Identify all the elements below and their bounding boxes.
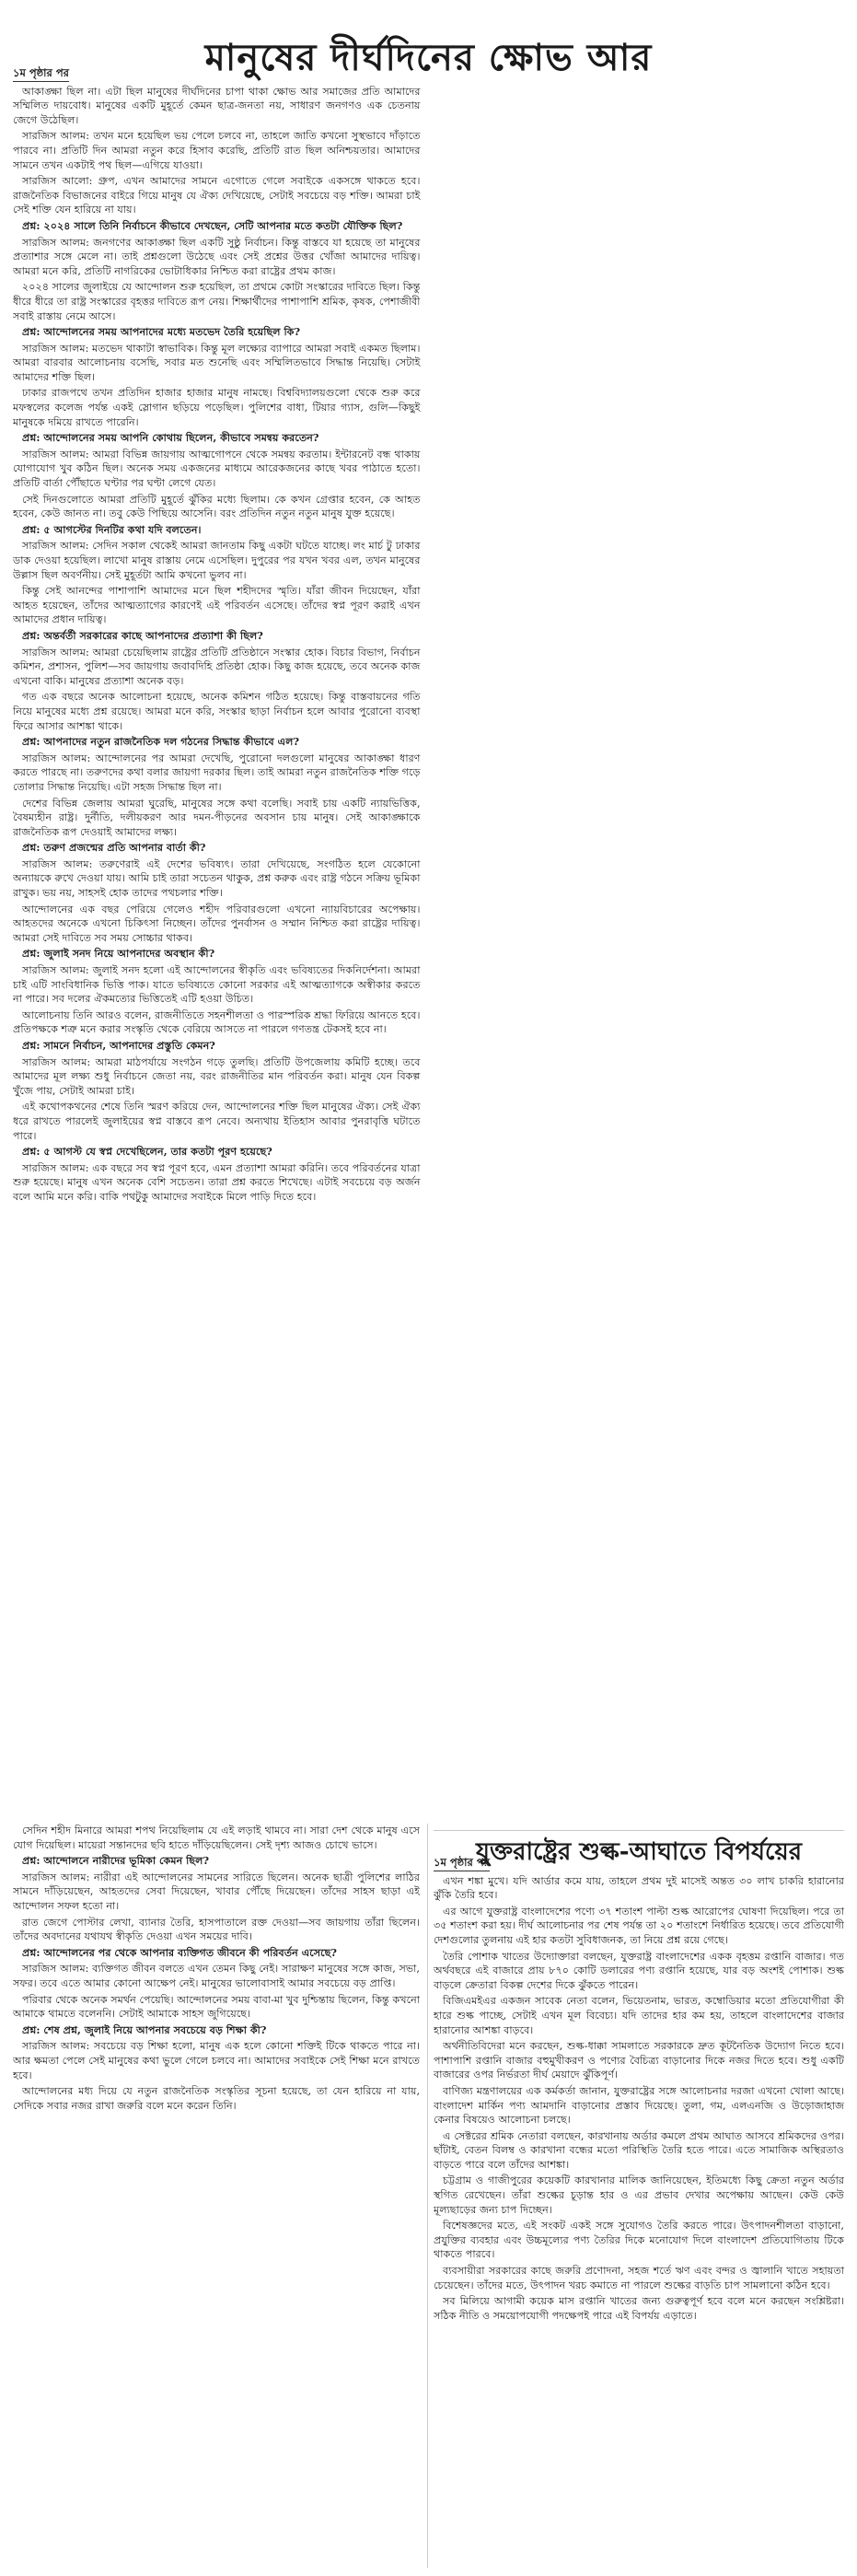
interview-question: প্রশ্ন: ৫ আগস্ট যে স্বপ্ন দেখেছিলেন, তার কতটা পূরণ হয়েছে? xyxy=(22,1145,272,1159)
jump-label-bottom: ১ম পৃষ্ঠার পর xyxy=(434,1856,490,1871)
interview-question: প্রশ্ন: তরুণ প্রজন্মের প্রতি আপনার বার্তা কী? xyxy=(22,841,206,855)
article-paragraph: ২০২৪ সালের জুলাইয়ে যে আন্দোলন শুরু হয়েছিল, তা প্রথমে কোটা সংস্কারের দাবিতে ছিল। কিন্তু ধীরে ধীরে তা রাষ্ট্র সংস্কারের বৃহত্তর দাবিতে রূপ নেয়। শিক্ষার্থীদের পাশাপাশি শ্রমিক, কৃষক, পেশাজীবী সবাই রাস্তায় নেমে আসে। xyxy=(13,281,421,322)
article-paragraph: সারজিস আলম: জনগণের আকাঙ্ক্ষা ছিল একটি সুষ্ঠু নির্বাচন। কিন্তু বাস্তবে যা হয়েছে তা মানুষের প্রত্যাশার সঙ্গে মেলে না। তাই প্রশ্নগুলো উঠেছে এবং সেই প্রশ্নের উত্তর খোঁজা আমাদের দায়িত্ব। আমরা মনে করি, প্রতিটি নাগরিকের ভোটাধিকার নিশ্চিত করা রাষ্ট্রের প্রথম কাজ। xyxy=(13,236,421,277)
article-paragraph: সারজিস আলম: আন্দোলনের পর আমরা দেখেছি, পুরোনো দলগুলো মানুষের আকাঙ্ক্ষা ধারণ করতে পারছে না। তরুণদের কথা বলার জায়গা দরকার ছিল। তাই আমরা নতুন রাজনৈতিক শক্তি গড়ে তোলার সিদ্ধান্ত নিয়েছি। এটা সহজ সিদ্ধান্ত ছিল না। xyxy=(13,752,421,793)
article-paragraph: সব মিলিয়ে আগামী কয়েক মাস রপ্তানি খাতের জন্য গুরুত্বপূর্ণ হবে বলে মনে করছেন সংশ্লিষ্টরা। সঠিক নীতি ও সময়োপযোগী পদক্ষেপই পারে এই বিপর্যয় এড়াতে। xyxy=(434,2295,844,2322)
interview-question: প্রশ্ন: আন্দোলনের সময় আপনাদের মধ্যে মতভেদ তৈরি হয়েছিল কি? xyxy=(22,325,301,339)
article-paragraph: সারজিস আলম: তরুণেরাই এই দেশের ভবিষ্যৎ। তারা দেখিয়েছে, সংগঠিত হলে যেকোনো অন্যায়কে রুখে দেওয়া যায়। আমি চাই তারা সচেতন থাকুক, প্রশ্ন করুক এবং রাষ্ট্র গঠনে সক্রিয় ভূমিকা রাখুক। ভয় নয়, সাহসই হোক তাদের পথচলার শক্তি। xyxy=(13,857,421,900)
article-paragraph: সেই দিনগুলোতে আমরা প্রতিটি মুহূর্তে ঝুঁকির মধ্যে ছিলাম। কে কখন গ্রেপ্তার হবেন, কে আহত হবেন, কেউ জানত না। তবু কেউ পিছিয়ে আসেনি। বরং প্রতিদিন নতুন নতুন মানুষ যুক্ত হয়েছে। xyxy=(13,493,421,520)
article-paragraph: আকাঙ্ক্ষা ছিল না। এটা ছিল মানুষের দীর্ঘদিনের চাপা থাকা ক্ষোভ আর সমাজের প্রতি আমাদের সম্মিলিত দায়বোধ। মানুষের একটি মুহূর্তে কেমন ছাত্র-জনতা নয়, সাধারণ জনগণও এক চেতনায় জেগে উঠেছিল। xyxy=(13,85,421,126)
interview-question: প্রশ্ন: আপনাদের নতুন রাজনৈতিক দল গঠনের সিদ্ধান্ত কীভাবে এল? xyxy=(22,735,300,749)
jump-label: ১ম পৃষ্ঠার পর xyxy=(13,66,69,82)
interview-question: প্রশ্ন: আন্দোলনের সময় আপনি কোথায় ছিলেন, কীভাবে সমন্বয় করতেন? xyxy=(22,431,319,445)
interview-continuation xyxy=(13,1824,420,2568)
article-paragraph: এর আগে যুক্তরাষ্ট্র বাংলাদেশের পণ্যে ৩৭ শতাংশ পাল্টা শুল্ক আরোপের ঘোষণা দিয়েছিল। পরে তা ৩৫ শতাংশ করা হয়। দীর্ঘ আলোচনার পর শেষ পর্যন্ত তা ২০ শতাংশে নির্ধারিত হয়েছে। তবে প্রতিযোগী দেশগুলোর তুলনায় এই হার কতটা সুবিধাজনক, তা নিয়ে প্রশ্ন রয়ে গেছে। xyxy=(434,1905,844,1946)
interview-question: প্রশ্ন: আন্দোলনের পর থেকে আপনার ব্যক্তিগত জীবনে কী পরিবর্তন এসেছে? xyxy=(22,1945,337,1959)
article-paragraph: অর্থনীতিবিদেরা মনে করছেন, শুল্ক-ধাক্কা সামলাতে সরকারকে দ্রুত কূটনৈতিক উদ্যোগ নিতে হবে। পাশাপাশি রপ্তানি বাজার বহুমুখীকরণ ও পণ্যের বৈচিত্র্য বাড়ানোর দিকে নজর দিতে হবে। শুধু একটি বাজারের ওপর নির্ভরতা দীর্ঘ মেয়াদে ঝুঁকিপূর্ণ। xyxy=(434,2040,844,2081)
interview-question: প্রশ্ন: অন্তর্বর্তী সরকারের কাছে আপনাদের প্রত্যাশা কী ছিল? xyxy=(22,628,263,642)
article-paragraph: গত এক বছরে অনেক আলোচনা হয়েছে, অনেক কমিশন গঠিত হয়েছে। কিন্তু বাস্তবায়নের গতি নিয়ে মানুষের মধ্যে প্রশ্ন রয়েছে। আমরা মনে করি, সংস্কার ছাড়া নির্বাচন হলে আবার পুরোনো ব্যবস্থা ফিরে আসার আশঙ্কা থাকে। xyxy=(13,691,421,732)
article-paragraph: সারজিস আলম: এক বছরে সব স্বপ্ন পূরণ হবে, এমন প্রত্যাশা আমরা করিনি। তবে পরিবর্তনের যাত্রা শুরু হয়েছে। মানুষ এখন অনেক বেশি সচেতন। তারা প্রশ্ন করতে শিখেছে। এটাই সবচেয়ে বড় অর্জন বলে আমি মনে করি। বাকি পথটুকু আমাদের সবাইকে মিলে পাড়ি দিতে হবে। xyxy=(13,1161,421,1203)
article-paragraph: সারজিস আলম: আমরা চেয়েছিলাম রাষ্ট্রের প্রতিটি প্রতিষ্ঠানে সংস্কার হোক। বিচার বিভাগ, নির্বাচন কমিশন, প্রশাসন, পুলিশ—সব জায়গায় জবাবদিহি প্রতিষ্ঠা হোক। কিছু কাজ হয়েছে, তবে অনেক কাজ এখনো বাকি। মানুষের প্রত্যাশা অনেক বড়। xyxy=(13,646,421,687)
article-paragraph: ঢাকার রাজপথে তখন প্রতিদিন হাজার হাজার মানুষ নামছে। বিশ্ববিদ্যালয়গুলো থেকে শুরু করে মফস্বলের কলেজ পর্যন্ত একই স্লোগান ছড়িয়ে পড়েছিল। পুলিশের বাধা, টিয়ার গ্যাস, গুলি—কিছুই মানুষকে দমিয়ে রাখতে পারেনি। xyxy=(13,387,421,428)
article-paragraph: বিজিএমইএর একজন সাবেক নেতা বলেন, ভিয়েতনাম, ভারত, কম্বোডিয়ার মতো প্রতিযোগীরা কী হারে শুল্ক পাচ্ছে, সেটাই এখন মূল বিবেচ্য। যদি তাদের হার কম হয়, তাহলে বাংলাদেশের বাজার হারানোর আশঙ্কা বাড়বে। xyxy=(434,1995,844,2036)
article-paragraph: চট্টগ্রাম ও গাজীপুরের কয়েকটি কারখানার মালিক জানিয়েছেন, ইতিমধ্যে কিছু ক্রেতা নতুন অর্ডার স্থগিত রেখেছেন। তাঁরা শুল্কের চূড়ান্ত হার ও এর প্রভাব দেখার অপেক্ষায় আছেন। কেউ কেউ মূল্যছাড়ের জন্য চাপ দিচ্ছেন। xyxy=(434,2174,844,2216)
article-paragraph: আলোচনায় তিনি আরও বলেন, রাজনীতিতে সহনশীলতা ও পারস্পরিক শ্রদ্ধা ফিরিয়ে আনতে হবে। প্রতিপক্ষকে শত্রু মনে করার সংস্কৃতি থেকে বেরিয়ে আসতে না পারলে গণতন্ত্র টেকসই হবে না। xyxy=(13,1008,421,1036)
article-paragraph: সেদিন শহীদ মিনারে আমরা শপথ নিয়েছিলাম যে এই লড়াই থামবে না। সারা দেশ থেকে মানুষ এসে যোগ দিয়েছিল। মায়েরা সন্তানদের ছবি হাতে দাঁড়িয়েছিলেন। সেই দৃশ্য আজও চোখে ভাসে। xyxy=(13,1824,420,1851)
article-paragraph: এই কথোপকথনের শেষে তিনি স্মরণ করিয়ে দেন, আন্দোলনের শক্তি ছিল মানুষের ঐক্য। সেই ঐক্য ধরে রাখতে পারলেই জুলাইয়ের স্বপ্ন বাস্তবে রূপ নেবে। অন্যথায় ইতিহাস আবার পুনরাবৃত্তি ঘটাতে পারে। xyxy=(13,1101,421,1142)
article-paragraph: সারজিস আলম: ব্যক্তিগত জীবন বলতে এখন তেমন কিছু নেই। সারাক্ষণ মানুষের সঙ্গে কাজ, সভা, সফর। তবে এতে আমার কোনো আক্ষেপ নেই। মানুষের ভালোবাসাই আমার সবচেয়ে বড় প্রাপ্তি। xyxy=(13,1963,420,1989)
interview-question: প্রশ্ন: ২০২৪ সালে তিনি নির্বাচনে কীভাবে দেখছেন, সেটি আপনার মতে কতটা যৌক্তিক ছিল? xyxy=(22,218,403,232)
interview-question: প্রশ্ন: শেষ প্রশ্ন, জুলাই নিয়ে আপনার সবচেয়ে বড় শিক্ষা কী? xyxy=(22,2022,267,2036)
interview-question: প্রশ্ন: আন্দোলনে নারীদের ভূমিকা কেমন ছিল? xyxy=(22,1854,210,1868)
article-paragraph: রাত জেগে পোস্টার লেখা, ব্যানার তৈরি, হাসপাতালে রক্ত দেওয়া—সব জায়গায় তাঁরা ছিলেন। তাঁদের অবদানের যথাযথ স্বীকৃতি দেওয়া এখন সময়ের দাবি। xyxy=(13,1916,420,1943)
article-paragraph: সারজিস আলম: সবচেয়ে বড় শিক্ষা হলো, মানুষ এক হলে কোনো শক্তিই টিকে থাকতে পারে না। আর ক্ষমতা পেলে সেই মানুষের কথা ভুলে গেলে চলবে না। আমাদের সবাইকে সেই শিক্ষা মনে রাখতে হবে। xyxy=(13,2040,420,2081)
page-headline: মানুষের দীর্ঘদিনের ক্ষোভ আর xyxy=(204,35,653,79)
article-paragraph: সারজিস আলম: আমরা মাঠপর্যায়ে সংগঠন গড়ে তুলছি। প্রতিটি উপজেলায় কমিটি হচ্ছে। তবে আমাদের মূল লক্ষ্য শুধু নির্বাচনে জেতা নয়, বরং রাজনীতির মান পরিবর্তন করা। মানুষ যেন বিকল্প খুঁজে পায়, সেটাই আমরা চাই। xyxy=(13,1055,421,1097)
article-paragraph: তৈরি পোশাক খাতের উদ্যোক্তারা বলছেন, যুক্তরাষ্ট্র বাংলাদেশের একক বৃহত্তম রপ্তানি বাজার। গত অর্থবছরে এই বাজারে প্রায় ৮৭০ কোটি ডলারের পণ্য রপ্তানি হয়েছে, যার বড় অংশই পোশাক। শুল্ক বাড়লে ক্রেতারা বিকল্প দেশের দিকে ঝুঁকতে পারেন। xyxy=(434,1950,844,1991)
second-headline: যুক্তরাষ্ট্রের শুল্ক-আঘাতে বিপর্যয়ের xyxy=(434,1830,844,1873)
article-paragraph: বাণিজ্য মন্ত্রণালয়ের এক কর্মকর্তা জানান, যুক্তরাষ্ট্রের সঙ্গে আলোচনার দরজা এখনো খোলা আছে। বাংলাদেশ মার্কিন পণ্য আমদানি বাড়ানোর প্রস্তাব দিয়েছে। তুলা, গম, এলএনজি ও উড়োজাহাজ কেনার বিষয়েও আলোচনা চলছে। xyxy=(434,2084,844,2127)
article-paragraph: ব্যবসায়ীরা সরকারের কাছে জরুরি প্রণোদনা, সহজ শর্তে ঋণ এবং বন্দর ও জ্বালানি খাতে সহায়তা চেয়েছেন। তাঁদের মতে, উৎপাদন খরচ কমাতে না পারলে শুল্কের বাড়তি চাপ সামলানো কঠিন হবে। xyxy=(434,2265,844,2291)
column-divider xyxy=(427,1824,428,2568)
article-paragraph: এখন শঙ্কা মুখে। যদি আর্ডার কমে যায়, তাহলে প্রথম দুই মাসেই অন্তত ৩০ লাখ চাকরি হারানোর ঝুঁকি তৈরি হবে। xyxy=(434,1874,844,1902)
article-paragraph: সারজিস আলো: গ্রুপ, এখন আমাদের সামনে এগোতে গেলে সবাইকে একসঙ্গে থাকতে হবে। রাজনৈতিক বিভাজনের বাইরে গিয়ে মানুষ যে ঐক্য দেখিয়েছে, সেটাই সবচেয়ে বড় শক্তি। আমরা চাই সেই শক্তি যেন হারিয়ে না যায়। xyxy=(13,175,421,216)
article-paragraph: সারজিস আলম: নারীরা এই আন্দোলনের সামনের সারিতে ছিলেন। অনেক ছাত্রী পুলিশের লাঠির সামনে দাঁড়িয়েছেন, আহতদের সেবা দিয়েছেন, খাবার পৌঁছে দিয়েছেন। তাঁদের সাহস ছাড়া এই আন্দোলন সফল হতো না। xyxy=(13,1871,420,1912)
article-paragraph: সারজিস আলম: তখন মনে হয়েছিল ভয় পেলে চলবে না, তাহলে জাতি কখনো সুস্থভাবে দাঁড়াতে পারবে না। প্রতিটি দিন আমরা নতুন করে হিসাব করেছি, প্রতিটি রাত ছিল অনিশ্চয়তার। আমাদের সামনে তখন একটাই পথ ছিল—এগিয়ে যাওয়া। xyxy=(13,130,421,171)
article-paragraph: সারজিস আলম: মতভেদ থাকাটা স্বাভাবিক। কিন্তু মূল লক্ষ্যের ব্যাপারে আমরা সবাই একমত ছিলাম। আমরা বারবার আলোচনায় বসেছি, সবার মত শুনেছি এবং সম্মিলিতভাবে সিদ্ধান্ত নিয়েছি। সেটাই আমাদের শক্তি ছিল। xyxy=(13,342,421,383)
interview-question: প্রশ্ন: জুলাই সনদ নিয়ে আপনাদের অবস্থান কী? xyxy=(22,947,215,961)
article-paragraph: সারজিস আলম: জুলাই সনদ হলো এই আন্দোলনের স্বীকৃতি এবং ভবিষ্যতের দিকনির্দেশনা। আমরা চাই এটি সাংবিধানিক ভিত্তি পাক। যাতে ভবিষ্যতে কোনো সরকার এই আত্মত্যাগকে অস্বীকার করতে না পারে। সব দলের ঐকমত্যের ভিত্তিতেই এটি হওয়া উচিত। xyxy=(13,964,421,1006)
article-paragraph: বিশেষজ্ঞদের মতে, এই সংকট একই সঙ্গে সুযোগও তৈরি করতে পারে। উৎপাদনশীলতা বাড়ানো, প্রযুক্তির ব্যবহার এবং উচ্চমূল্যের পণ্য তৈরির দিকে মনোযোগ দিলে বাংলাদেশ প্রতিযোগিতায় টিকে থাকতে পারবে। xyxy=(434,2220,844,2261)
article-paragraph: সারজিস আলম: সেদিন সকাল থেকেই আমরা জানতাম কিছু একটা ঘটতে যাচ্ছে। লং মার্চ টু ঢাকার ডাক দেওয়া হয়েছিল। লাখো মানুষ রাস্তায় নেমে এসেছিল। দুপুরের পর যখন খবর এল, তখন মানুষের উল্লাস ছিল অবর্ণনীয়। সেই মুহূর্তটা আমি কখনো ভুলব না। xyxy=(13,540,421,581)
interview-article xyxy=(13,66,844,1824)
tariff-article xyxy=(434,1856,844,2568)
article-paragraph: দেশের বিভিন্ন জেলায় আমরা ঘুরেছি, মানুষের সঙ্গে কথা বলেছি। সবাই চায় একটি ন্যায়ভিত্তিক, বৈষম্যহীন রাষ্ট্র। দুর্নীতি, দলীয়করণ আর দমন-পীড়নের অবসান চায় মানুষ। সেই আকাঙ্ক্ষাকে রাজনৈতিক রূপ দেওয়াই আমাদের লক্ষ্য। xyxy=(13,797,421,838)
article-paragraph: আন্দোলনের মধ্য দিয়ে যে নতুন রাজনৈতিক সংস্কৃতির সূচনা হয়েছে, তা যেন হারিয়ে না যায়, সেদিকে সবার নজর রাখা জরুরি বলে মনে করেন তিনি। xyxy=(13,2085,420,2112)
article-paragraph: এ সেক্টরের শ্রমিক নেতারা বলছেন, কারখানায় অর্ডার কমলে প্রথম আঘাত আসবে শ্রমিকদের ওপর। ছাঁটাই, বেতন বিলম্ব ও কারখানা বন্ধের মতো পরিস্থিতি তৈরি হতে পারে। এতে সামাজিক অস্থিরতাও বাড়তে পারে বলে তাঁদের আশঙ্কা। xyxy=(434,2129,844,2171)
article-paragraph: কিন্তু সেই আনন্দের পাশাপাশি আমাদের মনে ছিল শহীদদের স্মৃতি। যাঁরা জীবন দিয়েছেন, যাঁরা আহত হয়েছেন, তাঁদের আত্মত্যাগের কারণেই এই পরিবর্তন এসেছে। তাঁদের স্বপ্ন পূরণ করাই এখন আমাদের প্রধান দায়িত্ব। xyxy=(13,585,421,626)
article-paragraph: সারজিস আলম: আমরা বিভিন্ন জায়গায় আত্মগোপনে থেকে সমন্বয় করতাম। ইন্টারনেট বন্ধ থাকায় যোগাযোগ খুব কঠিন ছিল। অনেক সময় একজনের মাধ্যমে আরেকজনের কাছে খবর পাঠাতে হতো। প্রতিটি বার্তা পৌঁছাতে ঘণ্টার পর ঘণ্টা লেগে যেত। xyxy=(13,448,421,490)
article-paragraph: আন্দোলনের এক বছর পেরিয়ে গেলেও শহীদ পরিবারগুলো এখনো ন্যায়বিচারের অপেক্ষায়। আহতদের অনেকে এখনো চিকিৎসা নিচ্ছেন। তাঁদের পুনর্বাসন ও সম্মান নিশ্চিত করা রাষ্ট্রের দায়িত্ব। আমরা সেই দাবিতে সব সময় সোচ্চার থাকব। xyxy=(13,903,421,944)
interview-question: প্রশ্ন: ৫ আগস্টের দিনটির কথা যদি বলতেন। xyxy=(22,522,202,536)
article-paragraph: পরিবার থেকে অনেক সমর্থন পেয়েছি। আন্দোলনের সময় বাবা-মা খুব দুশ্চিন্তায় ছিলেন, কিন্তু কখনো আমাকে থামতে বলেননি। সেটাই আমাকে সাহস জুগিয়েছে। xyxy=(13,1993,420,2021)
interview-question: প্রশ্ন: সামনে নির্বাচন, আপনাদের প্রস্তুতি কেমন? xyxy=(22,1039,215,1052)
